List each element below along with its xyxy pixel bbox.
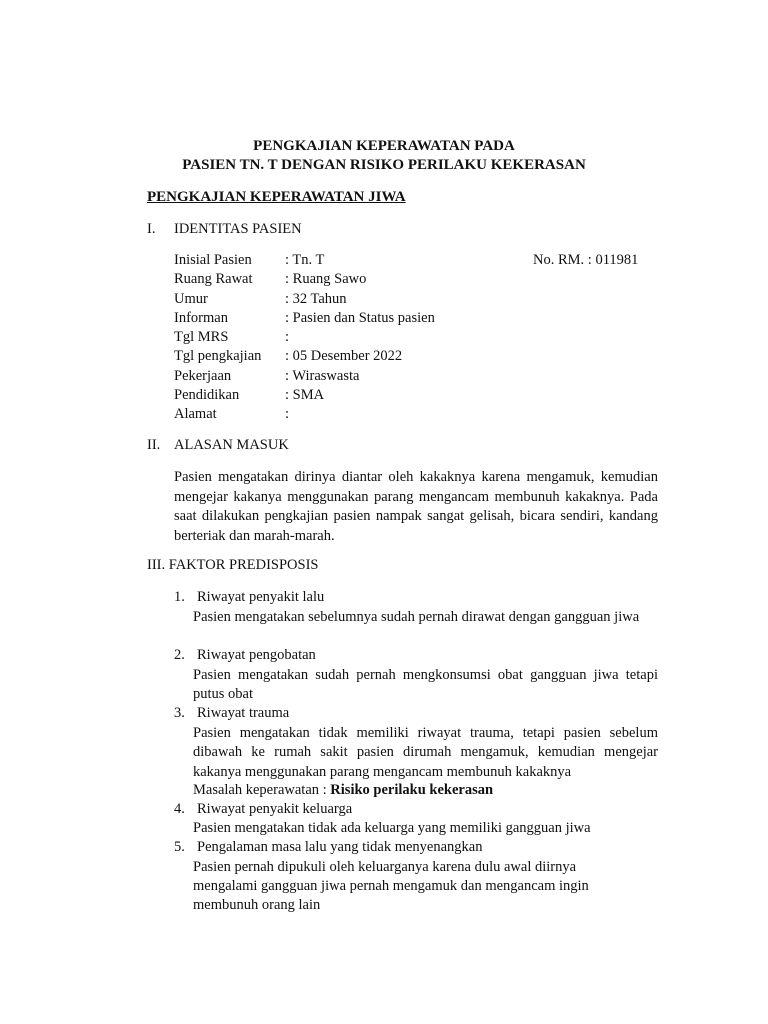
document-subtitle: PENGKAJIAN KEPERAWATAN JIWA [147,189,406,205]
field-value: : [285,329,290,345]
field-value: : Pasien dan Status pasien [285,310,435,326]
item-title: Riwayat penyakit keluarga [197,801,353,817]
field-label: Tgl MRS [174,329,229,345]
alasan-masuk-paragraph: Pasien mengatakan dirinya diantar oleh kakaknya karena mengamuk, kemudian mengejar kakanya menggunakan parang mengancam membunuh kakaknya. Pada saat dilakukan pengkajian pasien nampak sangat gelisah, bicara sendiri, kandang berteriak dan marah-marah. [174,469,658,544]
section-title: IDENTITAS PASIEN [174,221,302,237]
document-title-line-1: PENGKAJIAN KEPERAWATAN PADA [253,138,515,154]
section-alasan-heading [147,437,289,454]
section-title: ALASAN MASUK [174,437,289,453]
field-value: : Tn. T [285,252,325,268]
list-item [174,839,482,856]
field-value: : SMA [285,387,325,403]
nursing-problem [193,782,493,799]
problem-value: Risiko perilaku kekerasan [330,782,494,798]
item-description: Pasien mengatakan tidak memiliki riwayat trauma, tetapi pasien sebelum dibawah ke rumah sakit pasien dirumah mengamuk, kemudian mengejar kakanya menggunakan parang mengancam membunuh kakaknya [193,725,658,780]
item-description: Pasien mengatakan sudah pernah mengkonsumsi obat gangguan jiwa tetapi putus obat [193,667,658,703]
document-title-line-2: PASIEN TN. T DENGAN RISIKO PERILAKU KEKERASAN [182,157,586,173]
item-description: Pasien mengatakan sebelumnya sudah pernah dirawat dengan gangguan jiwa [193,609,640,625]
item-description-line: membunuh orang lain [193,897,321,913]
item-number: 2. [174,647,185,663]
field-label: Inisial Pasien [174,252,252,268]
problem-label: Masalah keperawatan : [193,782,331,798]
field-label: Pekerjaan [174,368,232,384]
field-label: Umur [174,291,208,307]
section-number: II. [147,437,161,453]
field-label: Informan [174,310,228,326]
list-item [174,589,324,606]
item-number: 3. [174,705,185,721]
section-faktor-heading: III. FAKTOR PREDISPOSIS [147,557,319,573]
field-label: Alamat [174,406,217,422]
field-value: : [285,406,290,422]
field-value: : 05 Desember 2022 [285,348,403,364]
item-description-line: mengalami gangguan jiwa pernah mengamuk dan mengancam ingin [193,878,589,894]
field-label: Tgl pengkajian [174,348,262,364]
section-identitas-heading [147,221,302,238]
item-description: Pasien mengatakan tidak ada keluarga yang memiliki gangguan jiwa [193,820,591,836]
medical-record-number: No. RM. : 011981 [533,252,639,268]
field-label: Pendidikan [174,387,240,403]
field-value: : Ruang Sawo [285,271,367,287]
field-label: Ruang Rawat [174,271,253,287]
list-item [174,647,316,664]
item-title: Riwayat trauma [197,705,290,721]
item-description-line: Pasien pernah dipukuli oleh keluarganya karena dulu awal diirnya [193,859,577,875]
item-number: 1. [174,589,185,605]
field-value: : 32 Tahun [285,291,347,307]
section-number: I. [147,221,156,237]
item-number: 5. [174,839,185,855]
item-title: Pengalaman masa lalu yang tidak menyenangkan [197,839,483,855]
list-item [174,801,352,818]
item-title: Riwayat pengobatan [197,647,316,663]
item-title: Riwayat penyakit lalu [197,589,325,605]
list-item [174,705,289,722]
item-number: 4. [174,801,185,817]
field-value: : Wiraswasta [285,368,360,384]
